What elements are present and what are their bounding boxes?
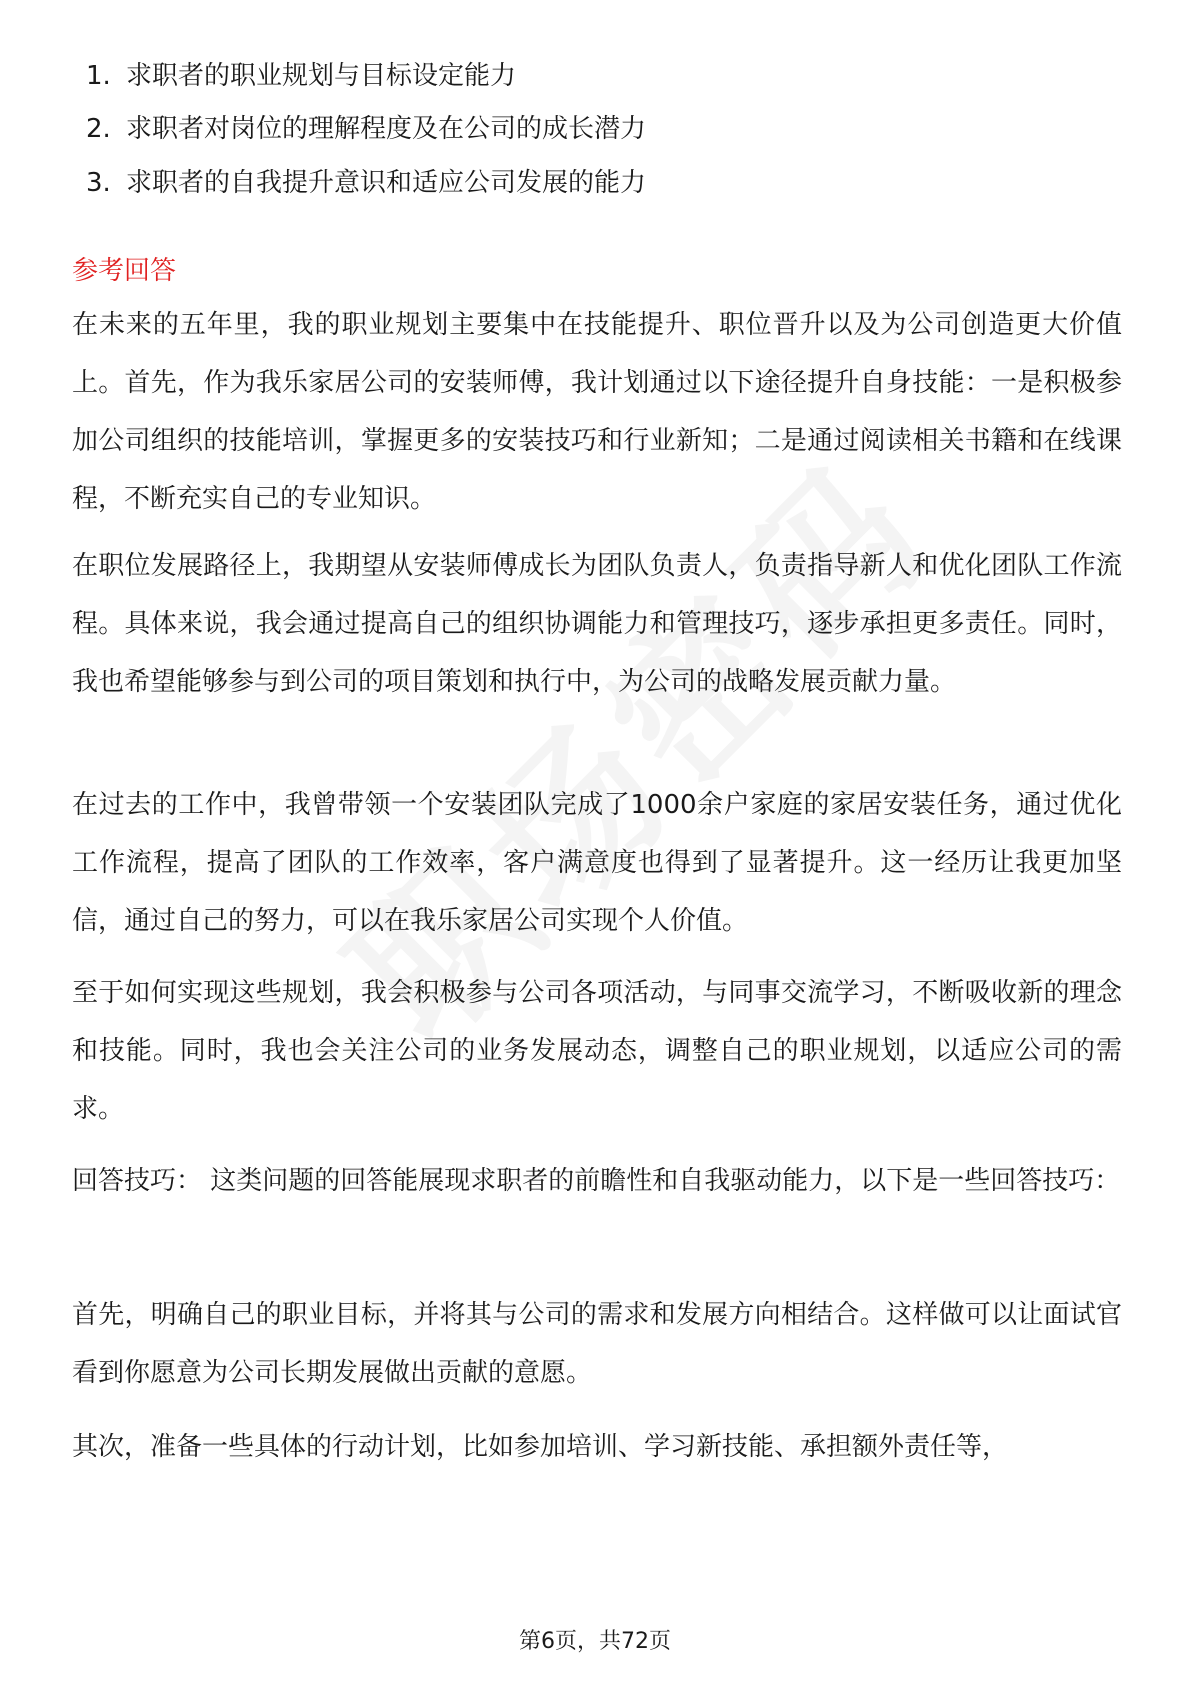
list-item-text: 求职者对岗位的理解程度及在公司的成长潜力 xyxy=(126,114,647,144)
paragraph: 在职位发展路径上，我期望从安装师傅成长为团队负责人，负责指导新人和优化团队工作流程。具体来说，我会通过提高自己的组织协调能力和管理技巧，逐步承担更多责任。同时，我也希望能够参与到公司的项目策划和执行中，为公司的战略发展贡献力量。 xyxy=(72,551,1122,697)
paragraph: 在过去的工作中，我曾带领一个安装团队完成了1000余户家庭的家居安装任务，通过优化工作流程，提高了团队的工作效率，客户满意度也得到了显著提升。这一经历让我更加坚信，通过自己的努力，可以在我乐家居公司实现个人价值。 xyxy=(72,790,1122,936)
list-item-number: 2. xyxy=(86,114,111,144)
list-item-text: 求职者的职业规划与目标设定能力 xyxy=(126,61,517,91)
list-item xyxy=(86,58,1086,94)
paragraph: 其次，准备一些具体的行动计划，比如参加培训、学习新技能、承担额外责任等， xyxy=(72,1432,1009,1462)
list-item-text: 求职者的自我提升意识和适应公司发展的能力 xyxy=(126,168,647,198)
paragraph: 至于如何实现这些规划，我会积极参与公司各项活动，与同事交流学习，不断吸收新的理念和技能。同时，我也会关注公司的业务发展动态，调整自己的职业规划，以适应公司的需求。 xyxy=(72,978,1122,1124)
paragraph: 首先，明确自己的职业目标，并将其与公司的需求和发展方向相结合。这样做可以让面试官看到你愿意为公司长期发展做出贡献的意愿。 xyxy=(72,1300,1122,1388)
list-item-number: 1. xyxy=(86,61,111,91)
paragraph: 回答技巧： 这类问题的回答能展现求职者的前瞻性和自我驱动能力，以下是一些回答技巧： xyxy=(72,1166,1121,1196)
list-item xyxy=(86,111,1086,147)
list-item xyxy=(86,165,1086,201)
list-item-number: 3. xyxy=(86,168,111,198)
paragraph: 在未来的五年里，我的职业规划主要集中在技能提升、职位晋升以及为公司创造更大价值上。首先，作为我乐家居公司的安装师傅，我计划通过以下途径提升自身技能：一是积极参加公司组织的技能培训，掌握更多的安装技巧和行业新知；二是通过阅读相关书籍和在线课程，不断充实自己的专业知识。 xyxy=(72,310,1122,514)
page-footer: 第6页，共72页 xyxy=(519,1629,671,1654)
section-title: 参考回答 xyxy=(72,256,177,286)
